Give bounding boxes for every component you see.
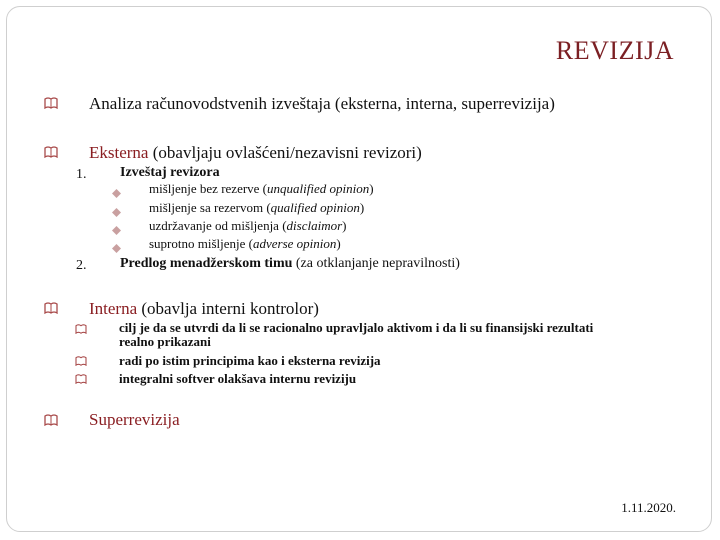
- bullet-eksterna: [89, 143, 422, 163]
- interna-sub-principi: radi po istim principima kao i eksterna revizija: [119, 353, 381, 368]
- diamond-icon: [112, 204, 121, 213]
- predlog-rest: (za otklanjanje nepravilnosti): [292, 256, 460, 271]
- num-2: 2.: [76, 258, 87, 273]
- slide-title: REVIZIJA: [555, 36, 674, 65]
- opinion-text: suprotno mišljenje (: [149, 236, 253, 251]
- opinion-close: ): [369, 181, 374, 196]
- opinion-close: ): [342, 218, 347, 233]
- book-icon: [44, 97, 58, 109]
- eksterna-desc: (obavljaju ovlašćeni/nezavisni revizori): [148, 143, 422, 162]
- opinion-unqualified: [149, 181, 374, 197]
- cilj-line1: cilj je da se utvrdi da li se racionalno upravljalo aktivom i da li su finansijski rezultati: [119, 320, 594, 335]
- opinion-em: unqualified opinion: [267, 181, 370, 196]
- diamond-icon: [112, 240, 121, 249]
- interna-label: Interna: [89, 299, 138, 318]
- predlog-bold: Predlog menadžerskom timu: [120, 256, 293, 271]
- diamond-icon: [112, 185, 121, 194]
- bullet-superrevizija: Superrevizija: [89, 410, 180, 429]
- opinion-em: adverse opinion: [253, 236, 337, 251]
- bullet-analiza: Analiza računovodstvenih izveštaja (eksterna, interna, superrevizija): [89, 94, 555, 113]
- eksterna-label: Eksterna: [89, 143, 149, 162]
- opinion-text: mišljenje bez rezerve (: [149, 181, 268, 196]
- opinion-disclaimor: [149, 218, 347, 234]
- opinion-em: qualified opinion: [270, 200, 360, 215]
- opinion-qualified: [149, 200, 364, 216]
- izvestaj-revizora: Izveštaj revizora: [120, 165, 220, 180]
- book-icon: [44, 302, 58, 314]
- opinion-close: ): [359, 200, 365, 215]
- interna-sub-softver: integralni softver olakšava internu reviziju: [119, 371, 357, 386]
- book-icon: [44, 146, 58, 158]
- opinion-text: uzdržavanje od mišljenja (: [149, 218, 287, 233]
- interna-desc: (obavlja interni kontrolor): [137, 299, 319, 318]
- book-icon: [75, 324, 87, 334]
- opinion-adverse: [149, 236, 341, 252]
- book-icon: [75, 356, 87, 366]
- slide-date: 1.11.2020.: [621, 500, 676, 515]
- num-1: 1.: [76, 167, 87, 182]
- book-icon: [44, 414, 58, 426]
- diamond-icon: [112, 222, 121, 231]
- predlog-menadzerskom: [120, 256, 460, 272]
- book-icon: [75, 374, 87, 384]
- opinion-text: mišljenje sa rezervom (: [149, 200, 271, 215]
- bullet-interna: [89, 299, 319, 319]
- opinion-em: disclaimor: [286, 218, 343, 233]
- cilj-line2: realno prikazani: [119, 334, 211, 349]
- interna-sub-cilj: [119, 321, 593, 349]
- opinion-close: ): [336, 236, 341, 251]
